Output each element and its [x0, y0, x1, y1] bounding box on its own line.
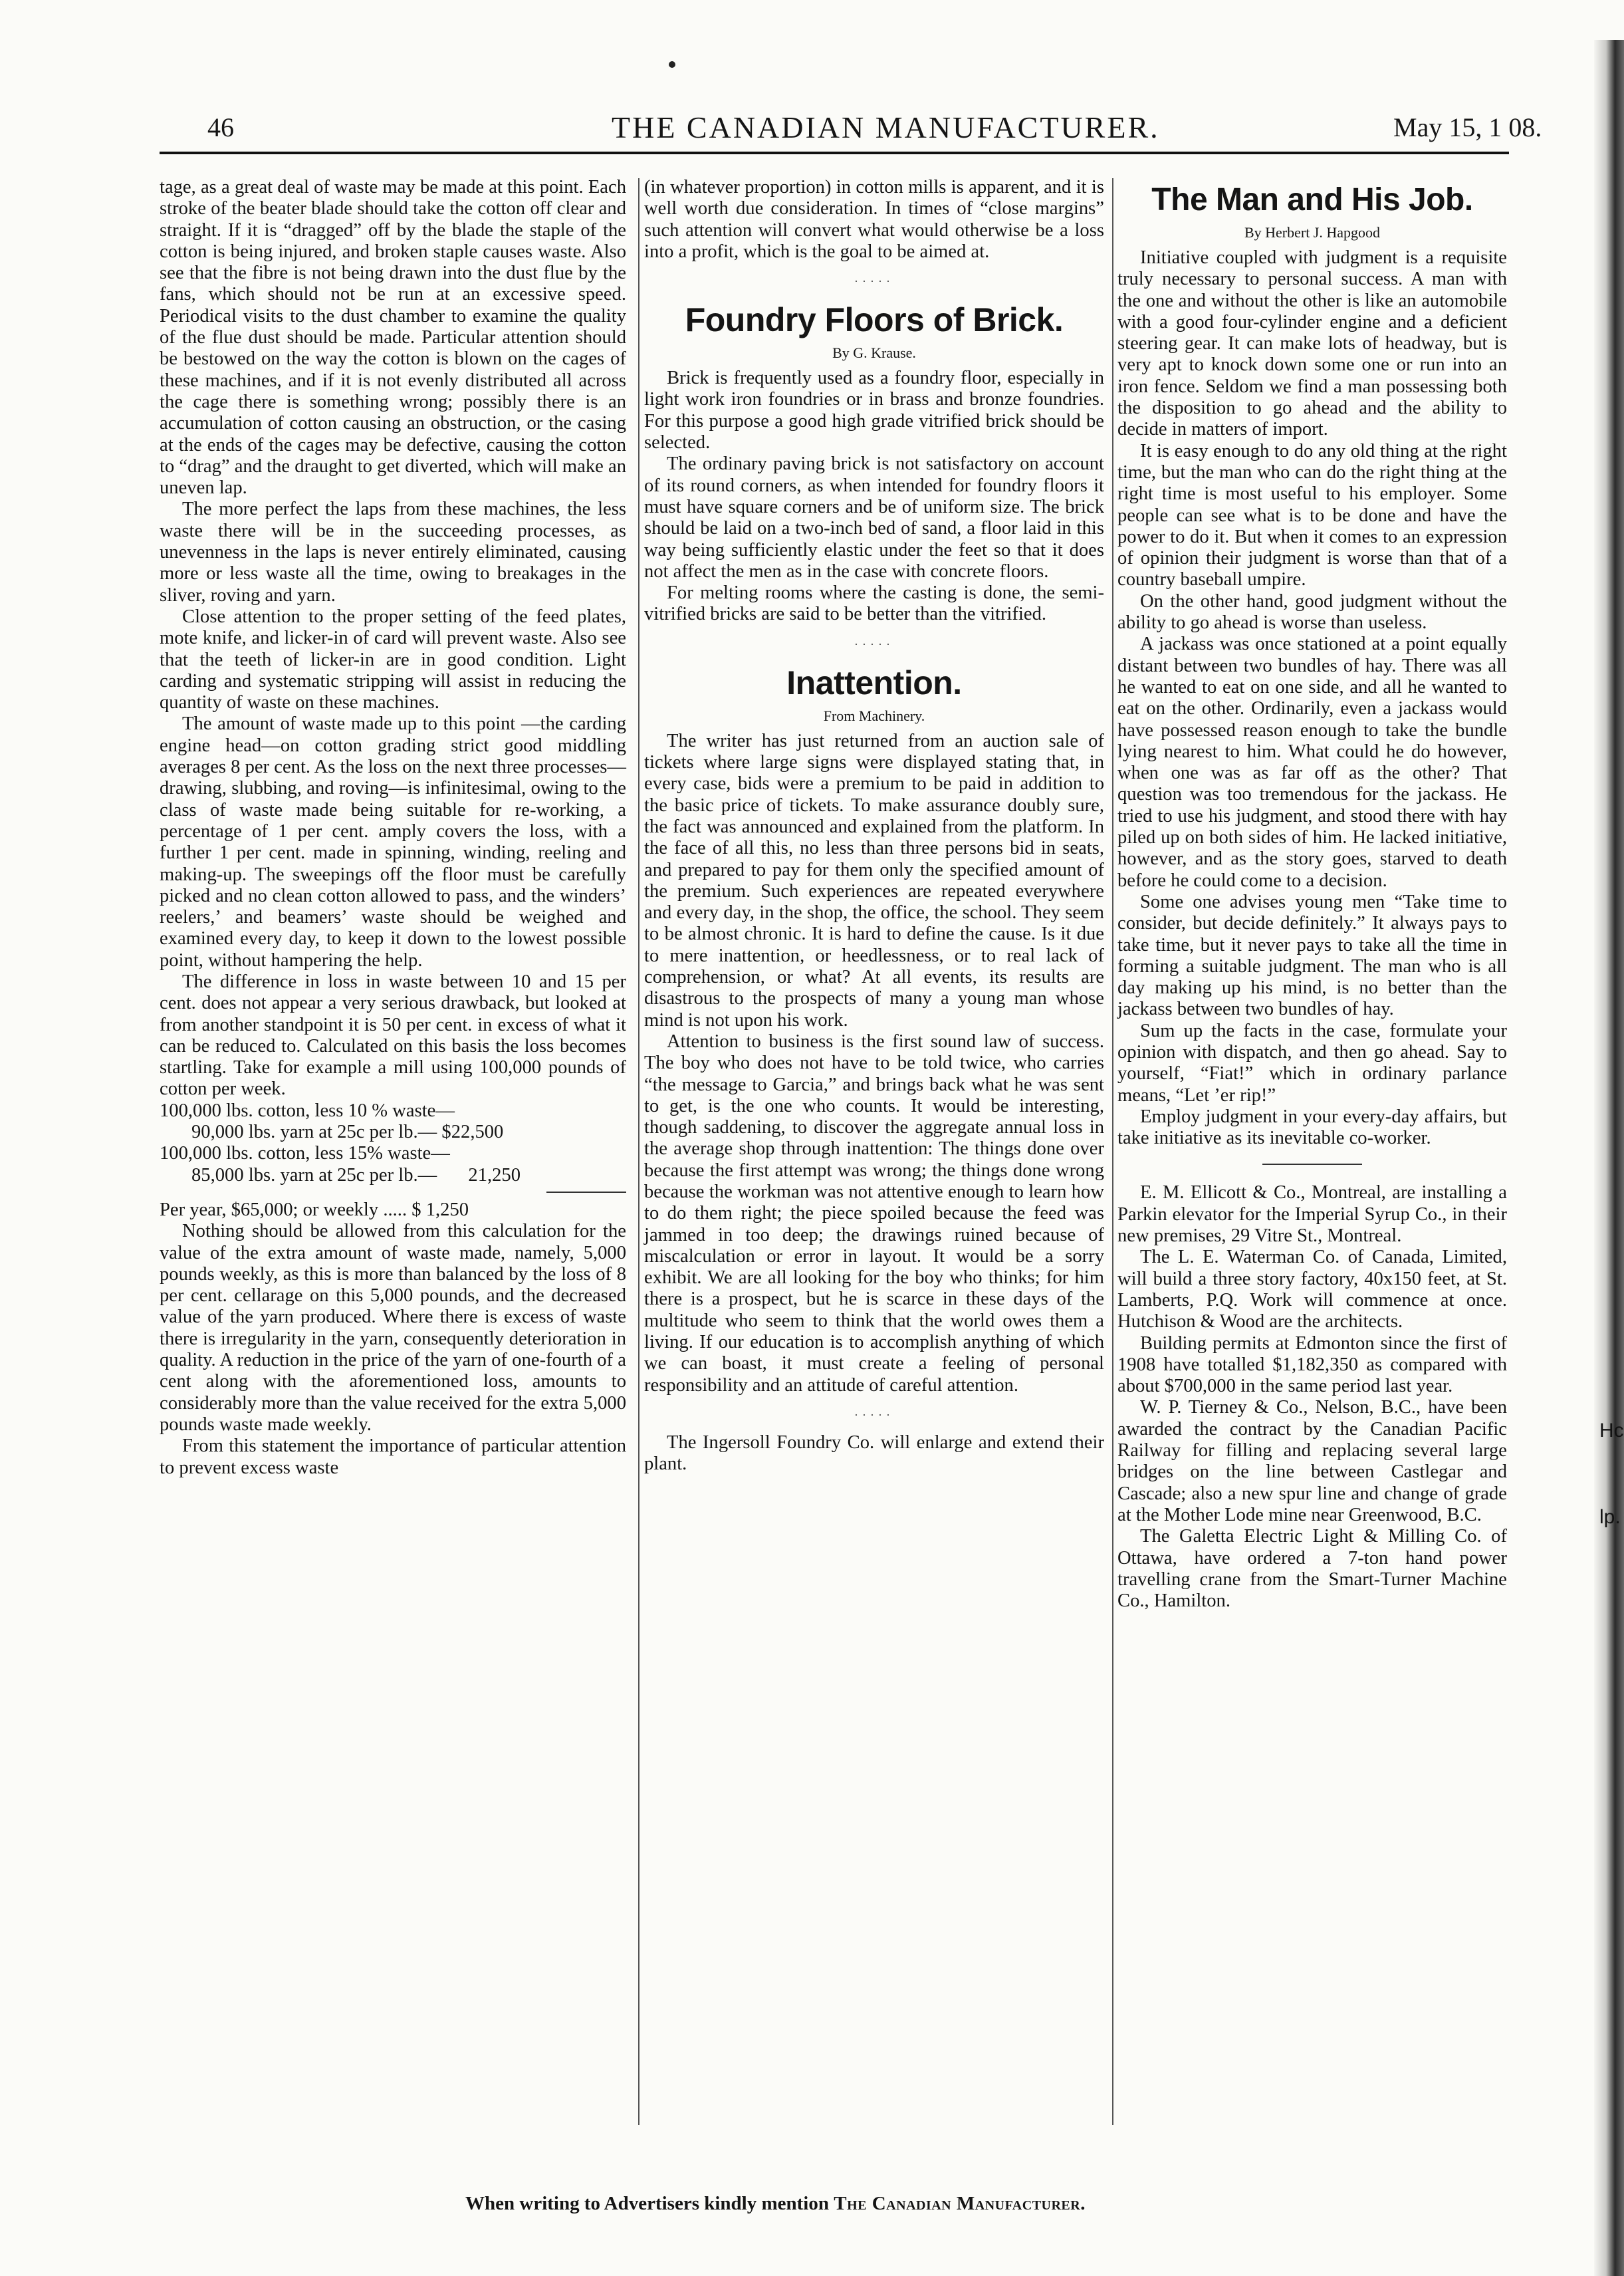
news-item: The Ingersoll Foundry Co. will enlarge and extend their plant. [644, 1432, 1104, 1475]
paragraph: For melting rooms where the casting is done, the semi-vitrified bricks are said to be better than the vitrified. [644, 582, 1104, 625]
paragraph: From this statement the importance of particular attention to prevent excess waste [160, 1436, 626, 1478]
paragraph: The ordinary paving brick is not satisfactory on account of its round corners, as when intended for foundry floors it must have square corners and be of uniform size. The brick should be laid on a two-inch bed of sand, a floor laid in this way being sufficiently elastic under the feet so that it does not affect the men as in the case with concrete floors. [644, 453, 1104, 582]
news-item: E. M. Ellicott & Co., Montreal, are installing a Parkin elevator for the Imperial Syrup Co., in their new premises, 29 Vitre St., Montreal. [1117, 1182, 1507, 1247]
paragraph: (in whatever proportion) in cotton mills is apparent, and it is well worth due consideration. In times of “close margins” such attention will convert what would otherwise be a loss into a profit, which is the goal to be aimed at. [644, 177, 1104, 262]
column-2 [644, 177, 1104, 1475]
table-row: 100,000 lbs. cotton, less 15% waste— [160, 1143, 450, 1164]
news-item: W. P. Tierney & Co., Nelson, B.C., have been awarded the contract by the Canadian Pacific Railway for filling and replacing several large bridges on the line between Castlegar and Cascade; also a new spur line and change of grade at the Mother Lode mine near Greenwood, B.C. [1117, 1397, 1507, 1525]
paragraph: The more perfect the laps from these machines, the less waste there will be in the succeeding processes, as unevenness in the laps is never entirely eliminated, causing more or less waste all the time, owing to breakages in the sliver, roving and yarn. [160, 499, 626, 606]
byline: By Herbert J. Hapgood [1244, 224, 1381, 241]
paragraph: The amount of waste made up to this point —the carding engine head—on cotton grading strict good middling averages 8 per cent. As the loss on the next three processes—drawing, slubbing, and roving—is infinitesimal, owing to the class of waste made being suitable for re-working, a percentage of 1 per cent. amply covers the loss, with a further 1 per cent. made in spinning, winding, reeling and making-up. The sweepings off the floor must be carefully picked and no clean cotton allowed to pass, and the winders’ reelers,’ and beamers’ waste should be weighed and examined every day, to keep it down to the lowest possible point, without hampering the help. [160, 713, 626, 971]
article-title: Foundry Floors of Brick. [685, 301, 1064, 339]
issue-date: May 15, 1 08. [1393, 112, 1542, 142]
section-separator: ····· [854, 1408, 894, 1422]
paragraph: Nothing should be allowed from this calculation for the value of the extra amount of waste made, namely, 5,000 pounds weekly, as this is more than balanced by the loss of 8 per cent. cellarage on this 5,000 pounds, and the decreased value of the yarn produced. Where there is excess of waste there is irregularity in the yarn, consequently deterioration in quality. A reduction in the price of the yarn of one-fourth of a cent along with the aforementioned loss, amounts to considerably more than the value received for the extra 5,000 pounds waste made weekly. [160, 1221, 626, 1435]
edge-fragment: lp. [1599, 1506, 1621, 1528]
news-item: The L. E. Waterman Co. of Canada, Limited, will build a three story factory, 40x150 feet, at St. Lamberts, P.Q. Work will commence at once. Hutchison & Wood are the architects. [1117, 1247, 1507, 1332]
table-row: 100,000 lbs. cotton, less 10 % waste— [160, 1100, 455, 1121]
news-item: The Galetta Electric Light & Milling Co. of Ottawa, have ordered a 7-ton hand power travelling crane from the Smart-Turner Machine Co., Hamilton. [1117, 1526, 1507, 1612]
paragraph: Attention to business is the first sound law of success. The boy who does not have to be told twice, who carries “the message to Garcia,” and brings back what he was sent to get, is the one who counts. It would be interesting, though saddening, to discover the aggregate annual loss in the average shop through inattention: The things done over because the first attempt was wrong; the things done wrong because the workman was not attentive enough to learn how to do them right; the piece spoiled because the feed was jammed in too deep; the drawings ruined because of miscalculation or error in layout. It would be a sorry exhibit. We are all looking for the boy who thinks; for him there is a prospect, but he is scarce in these days of the multitude who seem to think that the world owes them a living. If our education is to accomplish anything of which we can boast, it must create a feeling of personal responsibility and an attitude of careful attention. [644, 1031, 1104, 1396]
edge-fragment: Hc [1599, 1420, 1624, 1442]
paragraph: On the other hand, good judgment without the ability to go ahead is worse than useless. [1117, 590, 1507, 634]
page-number: 46 [207, 112, 234, 142]
page-binding-edge [1594, 40, 1624, 2276]
article-title: The Man and His Job. [1151, 182, 1473, 217]
article-title: Inattention. [786, 664, 962, 701]
advertiser-footer: When writing to Advertisers kindly mention The Canadian Manufacturer. [465, 2193, 1086, 2214]
print-speck [669, 61, 675, 68]
paragraph: A jackass was once stationed at a point equally distant between two bundles of hay. There was all he wanted to eat on one side, and all he wanted to eat on the other. Ordinarily, even a jackass would have possessed reason enough to take the bundle lying nearest to him. What could he do however, when one was as far off as the other? That question was too tremendous for the jackass. He tried to use his judgment, and stood there with hay piled up on both sides of him. He lacked initiative, however, and as the story goes, starved to death before he could come to a decision. [1117, 634, 1507, 891]
column-3 [1117, 177, 1507, 1612]
paragraph: Sum up the facts in the case, formulate your opinion with dispatch, and then go ahead. Say to yourself, “Fiat!” which in ordinary parlance means, “Let ’er rip!” [1117, 1020, 1507, 1106]
paragraph: The difference in loss in waste between 10 and 15 per cent. does not appear a very serious drawback, but looked at from another standpoint it is 50 per cent. in excess of what it can be reduced to. Calculated on this basis the loss becomes startling. Take for example a mill using 100,000 pounds of cotton per week. [160, 971, 626, 1100]
paragraph: Some one advises young men “Take time to consider, but decide definitely.” It always pays to take time, but it never pays to take all the time in forming a suitable judgment. The man who is all day making up his mind, is no better than the jackass between two bundles of hay. [1117, 891, 1507, 1020]
column-divider-1 [638, 178, 639, 2125]
table-row: 85,000 lbs. yarn at 25c per lb.— 21,250 [191, 1164, 521, 1186]
paragraph: It is easy enough to do any old thing at the right time, but the man who can do the right thing at the right time is most useful to his employer. Some people can see what is to be done and have the power to do it. But when it comes to an expression of opinion their judgment is worse than that of a country baseball umpire. [1117, 440, 1507, 590]
table-total: Per year, $65,000; or weekly ..... $ 1,250 [160, 1199, 469, 1220]
section-rule [1262, 1164, 1362, 1165]
paragraph: tage, as a great deal of waste may be made at this point. Each stroke of the beater blade should take the cotton off clear and straight. If it is “dragged” off by the blade the staple of the cotton is being injured, and broken staple causes waste. Also see that the fibre is not being drawn into the dust flue by the fans, which should not be run at an excessive speed. Periodical visits to the dust chamber to examine the quality of the flue dust should be made. Particular attention should be bestowed on the way the cotton is blown on the cages of these machines, and if it is not evenly distributed all across the cage there is something wrong; possibly there is an accumulation of cotton causing an obstruction, or the casing at the ends of the cages may be defective, causing the cotton to “drag” and the draught to get diverted, which will make an uneven lap. [160, 177, 626, 499]
column-divider-2 [1112, 178, 1113, 2125]
section-separator: ····· [854, 637, 894, 651]
news-item: Building permits at Edmonton since the first of 1908 have totalled $1,182,350 as compared with about $700,000 in the same period last year. [1117, 1332, 1507, 1397]
byline: By G. Krause. [832, 344, 916, 362]
paragraph: Close attention to the proper setting of the feed plates, mote knife, and licker-in of card will prevent waste. Also see that the teeth of licker-in are in good condition. Light carding and systematic stripping will assist in reducing the quantity of waste on these machines. [160, 606, 626, 713]
paragraph: Brick is frequently used as a foundry floor, especially in light work iron foundries or in brass and bronze foundries. For this purpose a good high grade vitrified brick should be selected. [644, 368, 1104, 453]
header-rule [160, 152, 1509, 154]
paragraph: Employ judgment in your every-day affairs, but take initiative as its inevitable co-worker. [1117, 1106, 1507, 1149]
paragraph: Initiative coupled with judgment is a requisite truly necessary to personal success. A man with the one and without the other is like an automobile with a good four-cylinder engine and a deficient steering gear. It can make lots of headway, but is very apt to knock down some one or run into an iron fence. Seldom we find a man possessing both the disposition to go ahead and the ability to decide in matters of import. [1117, 247, 1507, 440]
publication-title: THE CANADIAN MANUFACTURER. [612, 110, 1160, 144]
byline: From Machinery. [823, 707, 925, 724]
column-1 [160, 177, 626, 1479]
sum-rule [546, 1192, 626, 1193]
paragraph: The writer has just returned from an auction sale of tickets where large signs were displayed stating that, in every case, bids were a premium to be paid in addition to the basic price of tickets. To make assurance doubly sure, the fact was announced and explained from the platform. In the face of all this, no less than three persons bid in seats, and prepared to pay for them only the specified amount of the premium. Such experiences are repeated everywhere and every day, in the shop, the office, the school. They seem to be almost chronic. It is hard to define the cause. Is it due to mere inattention, or heedlessness, or to real lack of comprehension, or what? At all events, its results are disastrous to the prospects of many a young man whose mind is not upon his work. [644, 730, 1104, 1031]
waste-table [160, 1100, 626, 1221]
table-row: 90,000 lbs. yarn at 25c per lb.— $22,500 [191, 1122, 504, 1143]
section-separator: ····· [854, 275, 894, 289]
